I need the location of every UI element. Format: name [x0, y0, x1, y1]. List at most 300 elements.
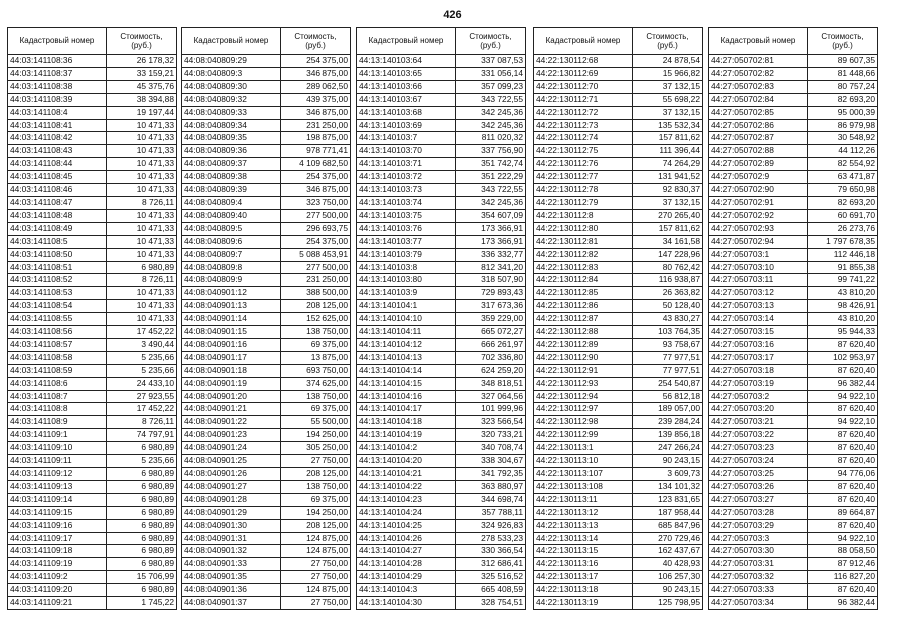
table-row — [534, 558, 703, 571]
cadastral-number-cell: 44:13:140104:11 — [357, 326, 456, 339]
cost-cell: 10 471,33 — [107, 171, 177, 184]
table-row — [709, 145, 878, 158]
table-row — [357, 145, 526, 158]
table-row — [709, 455, 878, 468]
cadastral-number-cell: 44:22:130112:68 — [534, 55, 633, 68]
cadastral-number-cell: 44:13:140104:20 — [357, 455, 456, 468]
table-row — [8, 338, 177, 351]
table-row — [357, 55, 526, 68]
cost-cell: 344 698,74 — [456, 493, 526, 506]
table-row — [182, 93, 351, 106]
table-row — [182, 158, 351, 171]
cost-cell: 10 471,33 — [107, 222, 177, 235]
table-row — [534, 248, 703, 261]
cadastral-number-cell: 44:22:130112:84 — [534, 274, 633, 287]
cost-cell: 337 756,90 — [456, 145, 526, 158]
cadastral-number-cell: 44:27:050702:83 — [709, 80, 808, 93]
cadastral-number-cell: 44:13:140104:19 — [357, 429, 456, 442]
table-row — [709, 235, 878, 248]
cadastral-number-cell: 44:03:141109:10 — [8, 442, 107, 455]
cost-cell: 89 664,87 — [808, 506, 878, 519]
table-row — [8, 222, 177, 235]
table-row — [8, 416, 177, 429]
cadastral-number-cell: 44:13:140103:73 — [357, 184, 456, 197]
table-row — [534, 442, 703, 455]
cadastral-number-cell: 44:08:040901:13 — [182, 300, 281, 313]
cost-cell: 27 750,00 — [281, 455, 351, 468]
cadastral-number-cell: 44:03:141108:5 — [8, 235, 107, 248]
cost-cell: 254 375,00 — [281, 235, 351, 248]
cost-cell: 98 426,91 — [808, 300, 878, 313]
cadastral-number-cell: 44:03:141108:48 — [8, 209, 107, 222]
cadastral-number-cell: 44:22:130112:97 — [534, 403, 633, 416]
cadastral-number-cell: 44:27:050702:82 — [709, 67, 808, 80]
cadastral-number-cell: 44:03:141108:39 — [8, 93, 107, 106]
cost-cell: 342 245,36 — [456, 119, 526, 132]
cadastral-number-cell: 44:27:050703:14 — [709, 313, 808, 326]
table-row — [709, 287, 878, 300]
cadastral-number-cell: 44:22:130113:12 — [534, 506, 633, 519]
cadastral-number-cell: 44:08:040901:29 — [182, 506, 281, 519]
table-row — [709, 597, 878, 610]
cost-cell: 17 452,22 — [107, 403, 177, 416]
cost-cell: 342 245,36 — [456, 196, 526, 209]
table-row — [534, 300, 703, 313]
table-row — [8, 300, 177, 313]
cost-cell: 6 980,89 — [107, 442, 177, 455]
header-number: Кадастровый номер — [357, 28, 456, 55]
cost-cell: 26 363,82 — [633, 287, 703, 300]
cadastral-table-2 — [181, 27, 351, 610]
cadastral-number-cell: 44:22:130112:69 — [534, 67, 633, 80]
cadastral-number-cell: 44:08:040809:30 — [182, 80, 281, 93]
table-row — [182, 351, 351, 364]
table-row — [709, 390, 878, 403]
cost-cell: 8 726,11 — [107, 416, 177, 429]
cadastral-number-cell: 44:13:140103:7 — [357, 132, 456, 145]
cost-cell: 338 304,67 — [456, 455, 526, 468]
cadastral-number-cell: 44:27:050702:92 — [709, 209, 808, 222]
table-row — [8, 506, 177, 519]
cadastral-number-cell: 44:22:130112:81 — [534, 235, 633, 248]
cost-cell: 74 264,29 — [633, 158, 703, 171]
cost-cell: 4 109 682,50 — [281, 158, 351, 171]
cadastral-number-cell: 44:08:040901:27 — [182, 480, 281, 493]
cost-cell: 125 798,95 — [633, 597, 703, 610]
table-row — [534, 106, 703, 119]
cost-cell: 187 958,44 — [633, 506, 703, 519]
table-row — [534, 597, 703, 610]
cost-cell: 56 812,18 — [633, 390, 703, 403]
cost-cell: 87 620,40 — [808, 364, 878, 377]
cost-cell: 135 532,34 — [633, 119, 703, 132]
cost-cell: 38 394,88 — [107, 93, 177, 106]
cadastral-number-cell: 44:08:040809:38 — [182, 171, 281, 184]
table-row — [709, 326, 878, 339]
cost-cell: 6 980,89 — [107, 545, 177, 558]
table-row — [357, 313, 526, 326]
cost-cell: 15 966,82 — [633, 67, 703, 80]
table-row — [357, 519, 526, 532]
cadastral-number-cell: 44:22:130113:18 — [534, 584, 633, 597]
cost-cell: 336 332,77 — [456, 248, 526, 261]
table-row — [709, 558, 878, 571]
cadastral-number-cell: 44:22:130112:99 — [534, 429, 633, 442]
cadastral-number-cell: 44:27:050703:29 — [709, 519, 808, 532]
cadastral-number-cell: 44:22:130112:79 — [534, 196, 633, 209]
cost-cell: 80 757,24 — [808, 80, 878, 93]
cadastral-number-cell: 44:27:050703:26 — [709, 480, 808, 493]
cost-cell: 811 020,32 — [456, 132, 526, 145]
table-row — [709, 313, 878, 326]
cadastral-number-cell: 44:03:141109:21 — [8, 597, 107, 610]
cadastral-number-cell: 44:22:130112:82 — [534, 248, 633, 261]
cost-cell: 124 875,00 — [281, 545, 351, 558]
cost-cell: 665 408,59 — [456, 584, 526, 597]
cost-cell: 87 620,40 — [808, 338, 878, 351]
table-row — [357, 287, 526, 300]
cadastral-number-cell: 44:08:040901:24 — [182, 442, 281, 455]
cost-cell: 10 471,33 — [107, 145, 177, 158]
cadastral-number-cell: 44:08:040901:17 — [182, 351, 281, 364]
cadastral-number-cell: 44:22:130113:108 — [534, 480, 633, 493]
cadastral-number-cell: 44:22:130112:83 — [534, 261, 633, 274]
table-row — [709, 132, 878, 145]
table-row — [534, 313, 703, 326]
cost-cell: 33 159,21 — [107, 67, 177, 80]
cost-cell: 89 607,35 — [808, 55, 878, 68]
table-row — [182, 145, 351, 158]
cost-cell: 693 750,00 — [281, 364, 351, 377]
table-row — [8, 235, 177, 248]
table-row — [709, 222, 878, 235]
cost-cell: 157 811,62 — [633, 222, 703, 235]
cadastral-number-cell: 44:13:140104:15 — [357, 377, 456, 390]
table-row — [534, 468, 703, 481]
table-row — [8, 468, 177, 481]
cadastral-number-cell: 44:13:140103:74 — [357, 196, 456, 209]
cost-cell: 254 540,87 — [633, 377, 703, 390]
table-row — [357, 468, 526, 481]
cadastral-number-cell: 44:13:140104:17 — [357, 403, 456, 416]
cost-cell: 77 977,51 — [633, 351, 703, 364]
table-row — [182, 403, 351, 416]
table-row — [709, 184, 878, 197]
cadastral-number-cell: 44:13:140103:77 — [357, 235, 456, 248]
cadastral-number-cell: 44:08:040901:20 — [182, 390, 281, 403]
cost-cell: 103 764,35 — [633, 326, 703, 339]
cost-cell: 6 980,89 — [107, 584, 177, 597]
cost-cell: 812 341,20 — [456, 261, 526, 274]
cadastral-number-cell: 44:22:130113:11 — [534, 493, 633, 506]
table-row — [534, 80, 703, 93]
table-row — [8, 248, 177, 261]
cadastral-number-cell: 44:03:141108:44 — [8, 158, 107, 171]
cost-cell: 94 922,10 — [808, 532, 878, 545]
cadastral-number-cell: 44:22:130112:76 — [534, 158, 633, 171]
cost-cell: 439 375,00 — [281, 93, 351, 106]
cadastral-number-cell: 44:22:130113:19 — [534, 597, 633, 610]
table-row — [8, 196, 177, 209]
table-row — [8, 429, 177, 442]
cadastral-number-cell: 44:13:140104:10 — [357, 313, 456, 326]
cost-cell: 1 745,22 — [107, 597, 177, 610]
table-row — [182, 506, 351, 519]
cost-cell: 17 452,22 — [107, 326, 177, 339]
cost-cell: 346 875,00 — [281, 67, 351, 80]
cost-cell: 10 471,33 — [107, 119, 177, 132]
cadastral-number-cell: 44:03:141109:20 — [8, 584, 107, 597]
cadastral-number-cell: 44:03:141108:42 — [8, 132, 107, 145]
table-row — [8, 519, 177, 532]
cost-cell: 34 161,58 — [633, 235, 703, 248]
cost-cell: 348 818,51 — [456, 377, 526, 390]
cadastral-number-cell: 44:03:141108:57 — [8, 338, 107, 351]
table-row — [357, 558, 526, 571]
cadastral-number-cell: 44:27:050702:89 — [709, 158, 808, 171]
table-row — [357, 545, 526, 558]
table-row — [709, 468, 878, 481]
cadastral-number-cell: 44:27:050703:27 — [709, 493, 808, 506]
cost-cell: 173 366,91 — [456, 222, 526, 235]
cadastral-number-cell: 44:22:130112:74 — [534, 132, 633, 145]
cost-cell: 296 693,75 — [281, 222, 351, 235]
cost-cell: 69 375,00 — [281, 338, 351, 351]
cadastral-number-cell: 44:13:140104:26 — [357, 532, 456, 545]
table-row — [534, 377, 703, 390]
table-row — [709, 274, 878, 287]
cost-cell: 92 830,37 — [633, 184, 703, 197]
table-row — [534, 287, 703, 300]
table-row — [8, 545, 177, 558]
cadastral-number-cell: 44:27:050703:20 — [709, 403, 808, 416]
table-row — [534, 119, 703, 132]
cadastral-number-cell: 44:13:140104:3 — [357, 584, 456, 597]
cost-cell: 55 698,22 — [633, 93, 703, 106]
table-row — [709, 532, 878, 545]
cost-cell: 231 250,00 — [281, 119, 351, 132]
cost-cell: 194 250,00 — [281, 429, 351, 442]
cost-cell: 702 336,80 — [456, 351, 526, 364]
cadastral-number-cell: 44:03:141108:36 — [8, 55, 107, 68]
cost-cell: 374 625,00 — [281, 377, 351, 390]
table-row — [534, 364, 703, 377]
cost-cell: 94 922,10 — [808, 390, 878, 403]
cost-cell: 101 999,96 — [456, 403, 526, 416]
table-row — [8, 403, 177, 416]
table-row — [8, 313, 177, 326]
table-row — [534, 351, 703, 364]
cost-cell: 5 235,66 — [107, 351, 177, 364]
cadastral-number-cell: 44:27:050702:90 — [709, 184, 808, 197]
table-row — [357, 377, 526, 390]
table-row — [534, 196, 703, 209]
table-row — [8, 597, 177, 610]
cost-cell: 194 250,00 — [281, 506, 351, 519]
cost-cell: 305 250,00 — [281, 442, 351, 455]
cost-cell: 5 088 453,91 — [281, 248, 351, 261]
table-row — [534, 326, 703, 339]
cost-cell: 729 893,43 — [456, 287, 526, 300]
header-cost: Стоимость, (руб.) — [633, 28, 703, 55]
cadastral-number-cell: 44:22:130112:93 — [534, 377, 633, 390]
cost-cell: 30 548,92 — [808, 132, 878, 145]
cost-cell: 93 758,67 — [633, 338, 703, 351]
cost-cell: 138 750,00 — [281, 390, 351, 403]
cost-cell: 43 810,20 — [808, 287, 878, 300]
cost-cell: 254 375,00 — [281, 171, 351, 184]
cost-cell: 95 000,39 — [808, 106, 878, 119]
cost-cell: 43 810,20 — [808, 313, 878, 326]
cadastral-number-cell: 44:08:040809:29 — [182, 55, 281, 68]
cadastral-number-cell: 44:08:040809:4 — [182, 196, 281, 209]
header-number: Кадастровый номер — [8, 28, 107, 55]
cost-cell: 82 554,92 — [808, 158, 878, 171]
cadastral-number-cell: 44:03:141108:51 — [8, 261, 107, 274]
cost-cell: 6 980,89 — [107, 532, 177, 545]
cadastral-number-cell: 44:13:140103:65 — [357, 67, 456, 80]
table-row — [709, 106, 878, 119]
cost-cell: 74 797,91 — [107, 429, 177, 442]
cost-cell: 317 673,36 — [456, 300, 526, 313]
cadastral-table-1 — [7, 27, 177, 610]
cadastral-number-cell: 44:08:040901:23 — [182, 429, 281, 442]
table-row — [182, 519, 351, 532]
cadastral-number-cell: 44:13:140104:29 — [357, 571, 456, 584]
cadastral-number-cell: 44:08:040901:19 — [182, 377, 281, 390]
cadastral-number-cell: 44:22:130112:90 — [534, 351, 633, 364]
table-row — [8, 377, 177, 390]
table-row — [709, 351, 878, 364]
table-row — [357, 196, 526, 209]
cost-cell: 208 125,00 — [281, 519, 351, 532]
cost-cell: 337 087,53 — [456, 55, 526, 68]
table-row — [8, 171, 177, 184]
cost-cell: 324 926,83 — [456, 519, 526, 532]
table-row — [182, 545, 351, 558]
table-row — [357, 222, 526, 235]
table-row — [534, 571, 703, 584]
cost-cell: 90 243,15 — [633, 455, 703, 468]
cost-cell: 270 729,46 — [633, 532, 703, 545]
cost-cell: 27 750,00 — [281, 558, 351, 571]
table-row — [182, 571, 351, 584]
table-row — [8, 480, 177, 493]
cadastral-number-cell: 44:08:040809:37 — [182, 158, 281, 171]
cadastral-number-cell: 44:08:040901:15 — [182, 326, 281, 339]
table-row — [182, 558, 351, 571]
cadastral-number-cell: 44:08:040901:12 — [182, 287, 281, 300]
table-row — [709, 506, 878, 519]
header-cost: Стоимость, (руб.) — [281, 28, 351, 55]
table-row — [182, 493, 351, 506]
cadastral-number-cell: 44:27:050703:18 — [709, 364, 808, 377]
cost-cell: 278 533,23 — [456, 532, 526, 545]
table-row — [8, 184, 177, 197]
cadastral-number-cell: 44:03:141108:9 — [8, 416, 107, 429]
cadastral-number-cell: 44:27:050702:87 — [709, 132, 808, 145]
cadastral-number-cell: 44:03:141108:59 — [8, 364, 107, 377]
cost-cell: 50 128,40 — [633, 300, 703, 313]
table-row — [182, 416, 351, 429]
cost-cell: 27 923,55 — [107, 390, 177, 403]
table-row — [534, 455, 703, 468]
table-row — [8, 67, 177, 80]
cadastral-number-cell: 44:27:050703:28 — [709, 506, 808, 519]
table-row — [709, 171, 878, 184]
cadastral-number-cell: 44:27:050703:32 — [709, 571, 808, 584]
cadastral-number-cell: 44:03:141108:45 — [8, 171, 107, 184]
cadastral-number-cell: 44:27:050703:2 — [709, 390, 808, 403]
cadastral-number-cell: 44:27:050703:25 — [709, 468, 808, 481]
cost-cell: 312 686,41 — [456, 558, 526, 571]
table-row — [357, 93, 526, 106]
table-row — [182, 248, 351, 261]
cadastral-number-cell: 44:03:141108:56 — [8, 326, 107, 339]
cost-cell: 208 125,00 — [281, 300, 351, 313]
table-row — [534, 493, 703, 506]
cadastral-number-cell: 44:08:040901:37 — [182, 597, 281, 610]
cost-cell: 978 771,41 — [281, 145, 351, 158]
cadastral-number-cell: 44:13:140103:8 — [357, 261, 456, 274]
table-row — [182, 480, 351, 493]
table-row — [709, 571, 878, 584]
table-row — [534, 93, 703, 106]
cost-cell: 24 878,54 — [633, 55, 703, 68]
cadastral-number-cell: 44:08:040901:28 — [182, 493, 281, 506]
table-row — [534, 545, 703, 558]
cadastral-number-cell: 44:22:130113:14 — [534, 532, 633, 545]
table-row — [8, 145, 177, 158]
cost-cell: 112 446,18 — [808, 248, 878, 261]
table-row — [8, 93, 177, 106]
cadastral-number-cell: 44:03:141109:16 — [8, 519, 107, 532]
table-row — [357, 351, 526, 364]
cost-cell: 363 880,97 — [456, 480, 526, 493]
cadastral-number-cell: 44:27:050703:3 — [709, 532, 808, 545]
table-row — [534, 274, 703, 287]
cadastral-number-cell: 44:22:130113:10 — [534, 455, 633, 468]
cadastral-number-cell: 44:22:130113:16 — [534, 558, 633, 571]
table-row — [182, 55, 351, 68]
cadastral-number-cell: 44:03:141108:52 — [8, 274, 107, 287]
cost-cell: 43 830,27 — [633, 313, 703, 326]
cadastral-table-3 — [356, 27, 526, 610]
cadastral-number-cell: 44:08:040809:36 — [182, 145, 281, 158]
cadastral-number-cell: 44:03:141108:47 — [8, 196, 107, 209]
table-row — [709, 545, 878, 558]
cost-cell: 3 490,44 — [107, 338, 177, 351]
table-row — [357, 480, 526, 493]
cadastral-number-cell: 44:27:050702:91 — [709, 196, 808, 209]
table-row — [8, 351, 177, 364]
cadastral-number-cell: 44:03:141108:46 — [8, 184, 107, 197]
table-row — [182, 274, 351, 287]
cost-cell: 134 101,32 — [633, 480, 703, 493]
cost-cell: 359 229,00 — [456, 313, 526, 326]
cadastral-number-cell: 44:27:050702:85 — [709, 106, 808, 119]
cadastral-number-cell: 44:13:140104:24 — [357, 506, 456, 519]
table-row — [182, 455, 351, 468]
cost-cell: 96 382,44 — [808, 377, 878, 390]
cost-cell: 340 708,74 — [456, 442, 526, 455]
cost-cell: 666 261,97 — [456, 338, 526, 351]
cadastral-number-cell: 44:08:040809:35 — [182, 132, 281, 145]
cost-cell: 82 693,20 — [808, 93, 878, 106]
table-row — [534, 584, 703, 597]
cadastral-number-cell: 44:03:141109:19 — [8, 558, 107, 571]
cost-cell: 82 693,20 — [808, 196, 878, 209]
